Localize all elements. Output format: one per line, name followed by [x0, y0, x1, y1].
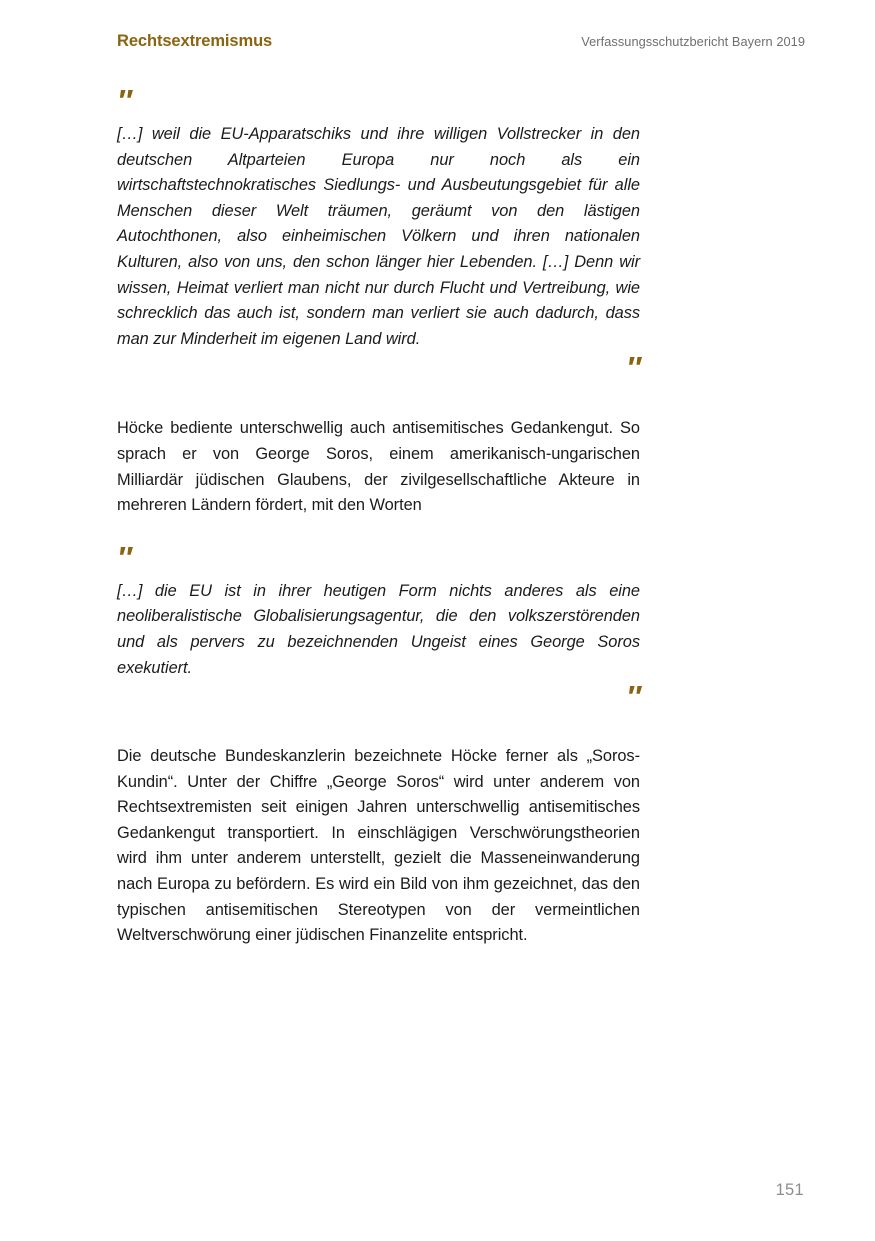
block-quote-2-text: […] die EU ist in ihrer heutigen Form nichts anderes als eine neoliberalistische Globalisierungsagentur, die den volkszerstörenden und als pervers zu bezeichnenden Ungeist eines George Soros exekutiert. — [117, 581, 640, 677]
quote-open-mark-icon: ″ — [117, 83, 131, 118]
text-column — [117, 83, 640, 949]
quote-close-mark-icon: ″ — [626, 679, 640, 715]
block-quote-1 — [117, 83, 640, 386]
spacer — [117, 385, 640, 416]
page-number: 151 — [775, 1181, 804, 1199]
spacer — [117, 714, 640, 744]
quote-open-mark-icon: ″ — [117, 539, 131, 575]
running-head-section-title: Rechtsextremismus — [117, 32, 273, 50]
spacer — [117, 519, 640, 545]
block-quote-2 — [117, 539, 640, 715]
body-paragraph-2: Die deutsche Bundeskanzlerin bezeichnete Höcke ferner als „Soros-Kundin“. Unter der Chiffre „George Soros“ wird unter anderem von Rechtsextremisten seit einigen Jahren unterschwellig antisemitisches Gedankengut transportiert. In einschlägigen Verschwörungstheorien wird ihm unter anderem unterstellt, gezielt die Masseneinwanderung nach Europa zu befördern. Es wird ein Bild von ihm gezeichnet, das den typischen antisemitischen Stereotypen von der vermeintlichen Weltverschwörung einer jüdischen Finanzelite entspricht. — [117, 747, 640, 945]
running-head — [117, 32, 805, 51]
quote-close-mark-icon: ″ — [626, 350, 640, 386]
running-head-source: Verfassungsschutzbericht Bayern 2019 — [581, 34, 805, 49]
block-quote-1-text: […] weil die EU-Apparatschiks und ihre willigen Vollstrecker in den deutschen Altparteien Europa nur noch als ein wirtschaftstechnokratisches Siedlungs- und Ausbeutungsgebiet für alle Menschen dieser Welt träumen, geräumt von den lästigen Autochthonen, also einheimischen Völkern und ihren nationalen Kulturen, also von uns, den schon länger hier Lebenden. […] Denn wir wissen, Heimat verliert man nicht nur durch Flucht und Vertreibung, wie schrecklich das auch ist, sondern man verliert sie auch dadurch, dass man zur Minderheit im eigenen Land wird. — [117, 125, 640, 348]
body-paragraph-1: Höcke bediente unterschwellig auch antisemitisches Gedankengut. So sprach er von George Soros, einem amerikanisch-ungarischen Milliardär jüdischen Glaubens, der zivilgesellschaftliche Akteure in mehreren Ländern fördert, mit den Worten — [117, 419, 640, 515]
